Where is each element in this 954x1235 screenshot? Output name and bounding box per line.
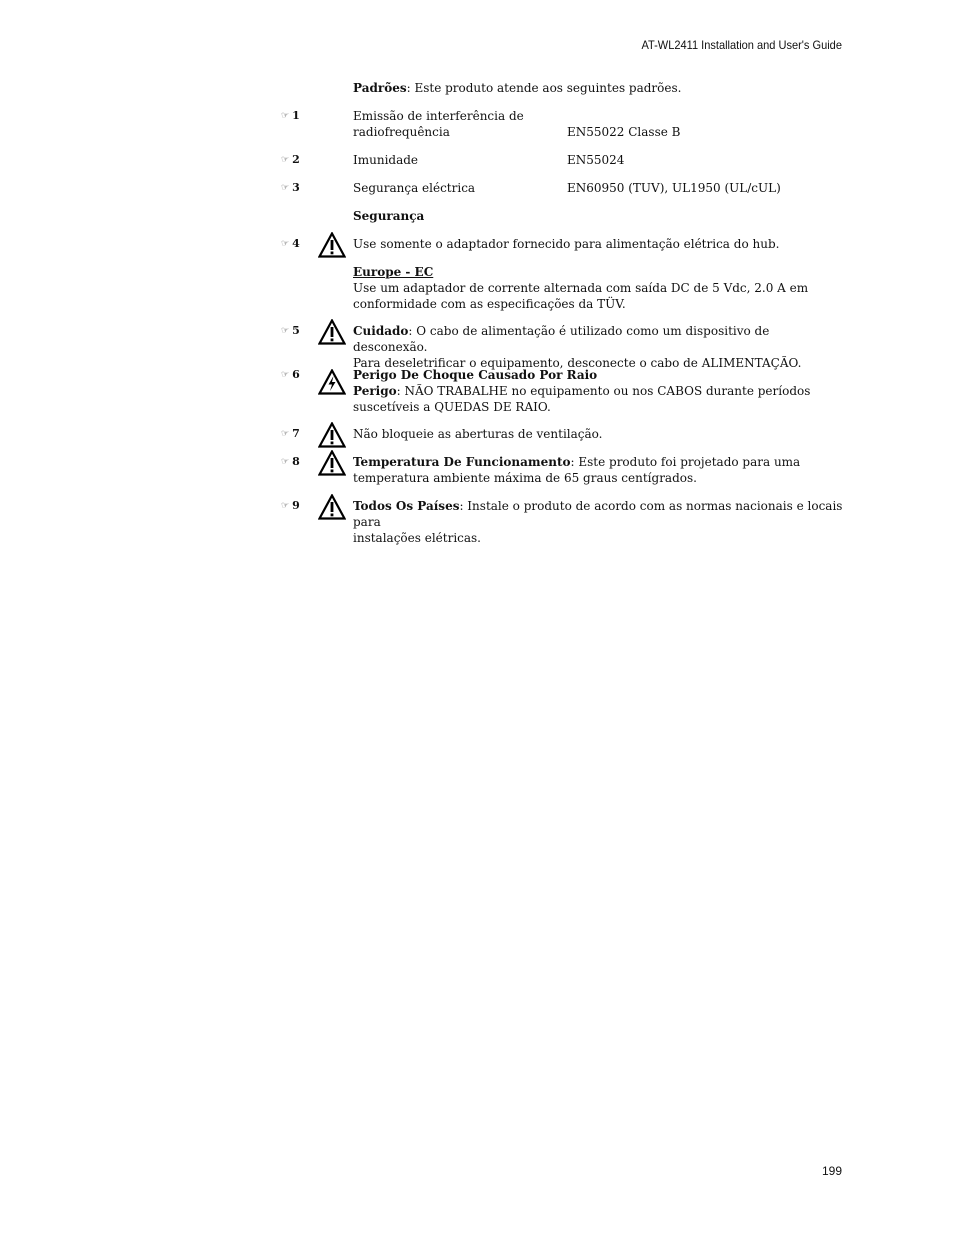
standard-value: EN60950 (TUV), UL1950 (UL/cUL) bbox=[567, 181, 781, 195]
warning-icon bbox=[318, 232, 346, 258]
pointing-hand-icon: ☞ bbox=[281, 326, 289, 336]
warning-icon bbox=[318, 422, 346, 448]
pointing-hand-icon: ☞ bbox=[281, 501, 289, 511]
item-marker: ☞ 4 bbox=[281, 237, 300, 250]
running-header: AT-WL2411 Installation and User's Guide bbox=[641, 38, 842, 52]
warning-icon bbox=[318, 450, 346, 476]
standards-label: Padrões bbox=[353, 81, 407, 95]
page-number: 199 bbox=[821, 1164, 842, 1178]
item-marker: ☞ 5 bbox=[281, 324, 300, 337]
pointing-hand-icon: ☞ bbox=[281, 183, 289, 193]
item-marker: ☞ 2 bbox=[281, 153, 300, 166]
lightning-warning-icon bbox=[318, 369, 346, 395]
standard-value: EN55024 bbox=[567, 153, 625, 167]
item-marker: ☞ 1 bbox=[281, 109, 300, 122]
hazard-title: Perigo De Choque Causado Por Raio bbox=[353, 368, 598, 382]
pointing-hand-icon: ☞ bbox=[281, 239, 289, 249]
standard-value: EN55022 Classe B bbox=[567, 125, 681, 139]
pointing-hand-icon: ☞ bbox=[281, 155, 289, 165]
europe-heading: Europe - EC bbox=[353, 265, 434, 279]
pointing-hand-icon: ☞ bbox=[281, 370, 289, 380]
item-marker: ☞ 7 bbox=[281, 427, 300, 440]
item-marker: ☞ 9 bbox=[281, 499, 300, 512]
item-marker: ☞ 8 bbox=[281, 455, 300, 468]
pointing-hand-icon: ☞ bbox=[281, 111, 289, 121]
pointing-hand-icon: ☞ bbox=[281, 457, 289, 467]
warning-icon bbox=[318, 494, 346, 520]
pointing-hand-icon: ☞ bbox=[281, 429, 289, 439]
item-marker: ☞ 3 bbox=[281, 181, 300, 194]
item-marker: ☞ 6 bbox=[281, 368, 300, 381]
warning-icon bbox=[318, 319, 346, 345]
